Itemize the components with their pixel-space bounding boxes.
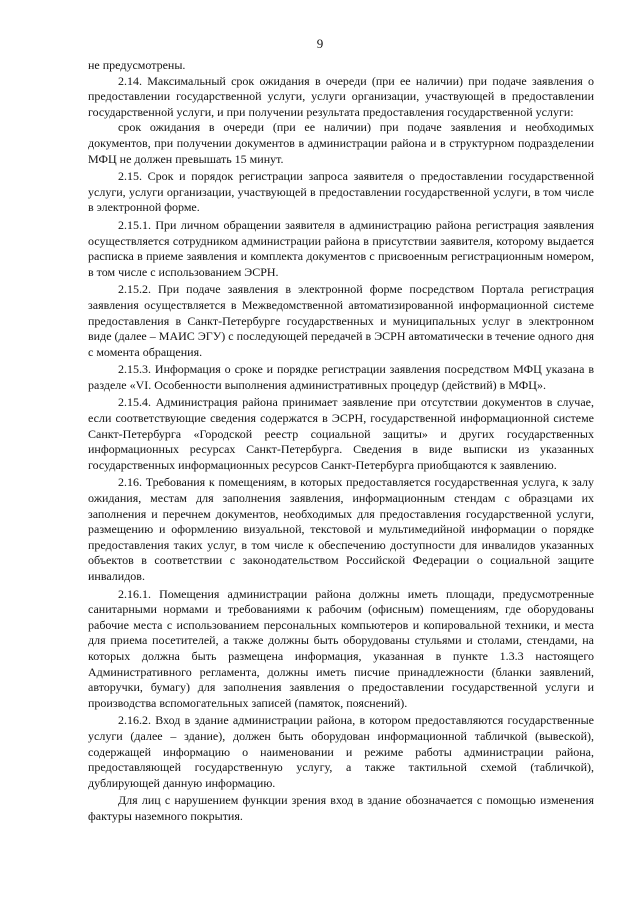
paragraph-2-15-4: 2.15.4. Администрация района принимает заявление при отсутствии документов в случае, если соответствующие сведения содержатся в ЭСРН, государственной информационной системе Санкт-Петербурга «Городской реестр социальной защиты» и других государственных информационных ресурсах Санкт-Петербурга. Сведения в виде выписки из указанных государственных информационных ресурсов Санкт-Петербурга приобщаются к заявлению. (88, 395, 594, 472)
paragraph-vision-impaired: Для лиц с нарушением функции зрения вход в здание обозначается с помощью изменения фактуры наземного покрытия. (88, 793, 594, 823)
page-number: 9 (316, 36, 324, 51)
paragraph-2-16-2: 2.16.2. Вход в здание администрации района, в котором предоставляются государственные услуги (далее – здание), должен быть оборудован информационной табличкой (вывеской), содержащей информацию о наименовании и режиме работы администрации района, предоставляющей государственную услугу, а также тактильной схемой (табличкой), дублирующей данную информацию. (88, 713, 594, 790)
paragraph-2-14: 2.14. Максимальный срок ожидания в очереди (при ее наличии) при подаче заявления о предоставлении государственной услуги, услуги организации, участвующей в предоставлении государственной услуги, и при получении результата предоставления государственной услуги: (88, 73, 594, 119)
document-body (88, 58, 594, 825)
paragraph-2-15: 2.15. Срок и порядок регистрации запроса заявителя о предоставлении государственной услуги, услуги организации, участвующей в предоставлении государственной услуги, в том числе в электронной форме. (88, 169, 594, 215)
paragraph-wait-time: срок ожидания в очереди (при ее наличии) при подаче заявления и необходимых документов, при получении документов в администрации района и в структурном подразделении МФЦ не должен превышать 15 минут. (88, 120, 594, 166)
paragraph-2-15-3: 2.15.3. Информация о сроке и порядке регистрации заявления посредством МФЦ указана в разделе «VI. Особенности выполнения административных процедур (действий) в МФЦ». (88, 362, 594, 392)
paragraph-2-16: 2.16. Требования к помещениям, в которых предоставляется государственная услуга, к залу ожидания, местам для заполнения заявления, информационным стендам с образцами их заполнения и перечнем документов, необходимых для предоставления государственной услуги, размещению и оформлению визуальной, текстовой и мультимедийной информации о порядке предоставления таких услуг, в том числе к обеспечению доступности для инвалидов указанных объектов в соответствии с законодательством Российской Федерации о социальной защите инвалидов. (88, 475, 594, 583)
paragraph-2-16-1: 2.16.1. Помещения администрации района должны иметь площади, предусмотренные санитарными нормами и требованиями к рабочим (офисным) помещениям, где оборудованы рабочие места с использованием персональных компьютеров и копировальной техники, и места для приема посетителей, а также должны быть оборудованы стульями и столами, стендами, на которых должна быть размещена информация, указанная в пункте 1.3.3 настоящего Административного регламента, должны иметь писчие принадлежности (бланки заявлений, авторучки, бумагу) для заполнения заявления о предоставлении государственной услуги и производства вспомогательных записей (памяток, пояснений). (88, 586, 594, 710)
paragraph-continuation: не предусмотрены. (88, 58, 186, 72)
paragraph-2-15-2: 2.15.2. При подаче заявления в электронной форме посредством Портала регистрация заявления осуществляется в Межведомственной автоматизированной информационной системе предоставления в Санкт-Петербурге государственных и муниципальных услуг в электронном виде (далее – МАИС ЭГУ) с последующей передачей в ЭСРН автоматически в течение одного дня с момента обращения. (88, 282, 594, 359)
paragraph-2-15-1: 2.15.1. При личном обращении заявителя в администрацию района регистрация заявления осуществляется сотрудником администрации района в присутствии заявителя, которому выдается расписка в приеме заявления и комплекта документов с присвоенным регистрационным номером, в том числе с использованием ЭСРН. (88, 217, 594, 279)
